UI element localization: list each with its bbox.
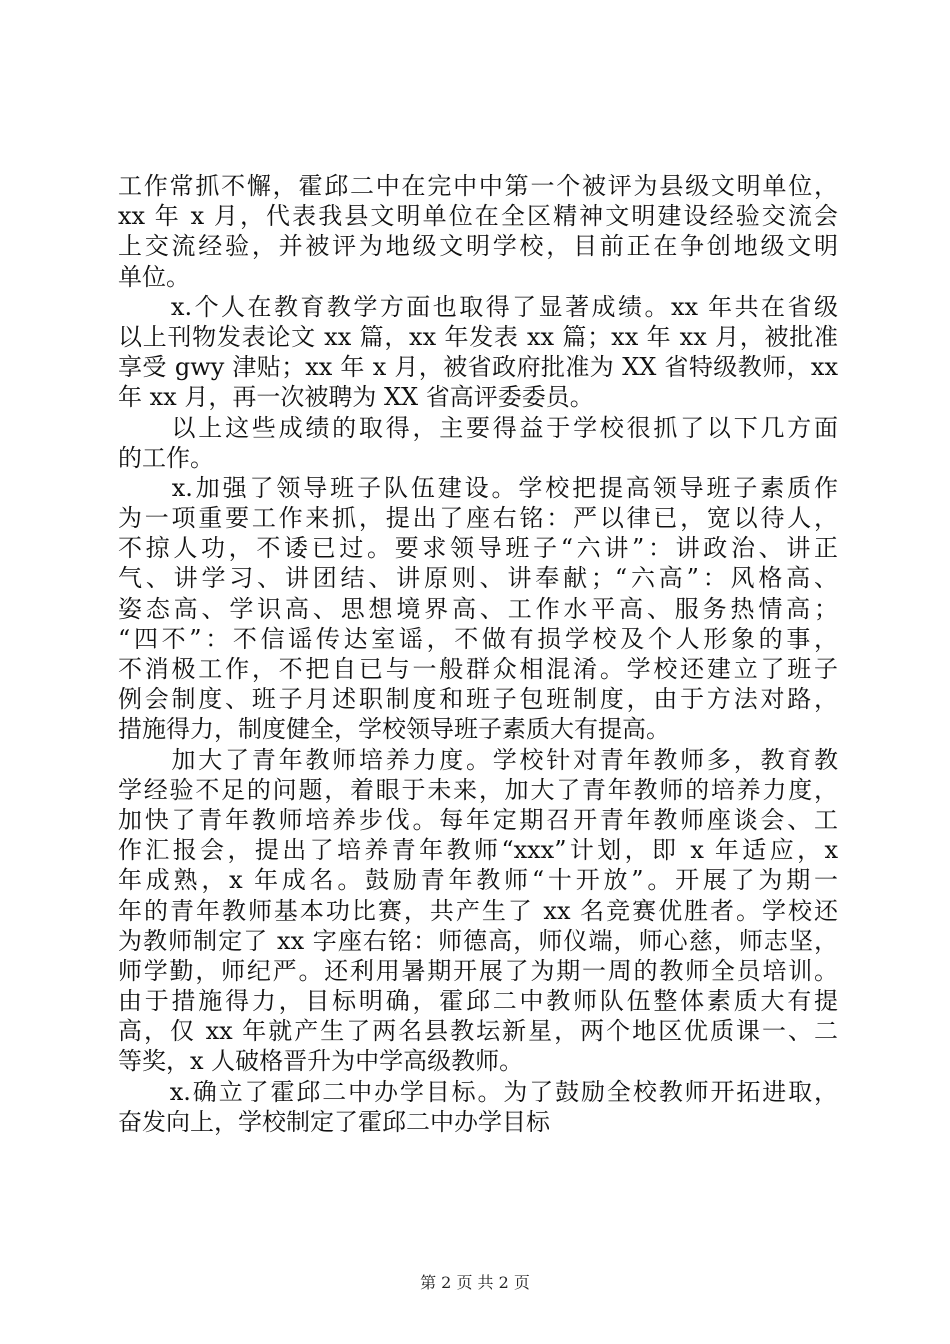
text-line-26: 为教师制定了 xx 字座右铭：师德高，师仪端，师心慈，师志坚， [118, 926, 838, 955]
text-line-14: 气、讲学习、讲团结、讲原则、讲奉献；“六高”：风格高、 [118, 564, 838, 593]
text-line-21: 学经验不足的问题，着眼于未来，加大了青年教师的培养力度， [118, 775, 838, 804]
text-line-18: 例会制度、班子月述职制度和班子包班制度，由于方法对路， [118, 685, 838, 714]
text-line-25: 年的青年教师基本功比赛，共产生了 xx 名竞赛优胜者。学校还 [118, 896, 838, 925]
text-line-4: 单位。 [118, 262, 190, 291]
text-line-2: xx 年 x 月，代表我县文明单位在全区精神文明建设经验交流会 [118, 202, 838, 231]
text-line-15: 姿态高、学识高、思想境界高、工作水平高、服务热情高； [118, 594, 838, 623]
text-line-16: “四不”：不信谣传达室谣，不做有损学校及个人形象的事， [118, 624, 838, 653]
text-line-23: 作汇报会，提出了培养青年教师“xxx”计划，即 x 年适应，x [118, 836, 838, 865]
text-line-9: 以上这些成绩的取得，主要得益于学校很抓了以下几方面 [118, 413, 838, 442]
text-line-20: 加大了青年教师培养力度。学校针对青年教师多，教育教 [118, 745, 838, 774]
text-line-12: 为一项重要工作来抓，提出了座右铭：严以律已，宽以待人， [118, 504, 838, 533]
text-line-10: 的工作。 [118, 443, 214, 472]
text-line-3: 上交流经验，并被评为地级文明学校，目前正在争创地级文明 [118, 232, 838, 261]
page-number-footer: 第 2 页 共 2 页 [420, 1273, 530, 1292]
text-line-29: 高，仅 xx 年就产生了两名县教坛新星，两个地区优质课一、二 [118, 1017, 838, 1046]
text-line-11: x.加强了领导班子队伍建设。学校把提高领导班子素质作 [118, 473, 838, 502]
text-line-19: 措施得力，制度健全，学校领导班子素质大有提高。 [118, 715, 670, 744]
text-line-32: 奋发向上，学校制定了霍邱二中办学目标 [118, 1107, 550, 1136]
document-body [118, 171, 838, 1137]
text-line-7: 享受 gwy 津贴；xx 年 x 月，被省政府批准为 XX 省特级教师，xx [118, 353, 838, 382]
text-line-5: x.个人在教育教学方面也取得了显著成绩。xx 年共在省级 [118, 292, 838, 321]
text-line-6: 以上刊物发表论文 xx 篇，xx 年发表 xx 篇；xx 年 xx 月，被批准 [118, 322, 838, 351]
text-line-24: 年成熟，x 年成名。鼓励青年教师“十开放”。开展了为期一 [118, 866, 838, 895]
text-line-13: 不掠人功，不诿已过。要求领导班子“六讲”：讲政治、讲正 [118, 534, 838, 563]
text-line-27: 师学勤，师纪严。还利用暑期开展了为期一周的教师全员培训。 [118, 956, 838, 985]
text-line-28: 由于措施得力，目标明确，霍邱二中教师队伍整体素质大有提 [118, 987, 838, 1016]
text-line-30: 等奖，x 人破格晋升为中学高级教师。 [118, 1047, 524, 1076]
text-line-8: 年 xx 月，再一次被聘为 XX 省高评委委员。 [118, 383, 594, 412]
text-line-1: 工作常抓不懈，霍邱二中在完中中第一个被评为县级文明单位， [118, 172, 838, 200]
text-line-17: 不消极工作，不把自已与一般群众相混淆。学校还建立了班子 [118, 655, 838, 683]
text-line-22: 加快了青年教师培养步伐。每年定期召开青年教师座谈会、工 [118, 805, 838, 834]
text-line-31: x.确立了霍邱二中办学目标。为了鼓励全校教师开拓进取， [118, 1077, 838, 1106]
